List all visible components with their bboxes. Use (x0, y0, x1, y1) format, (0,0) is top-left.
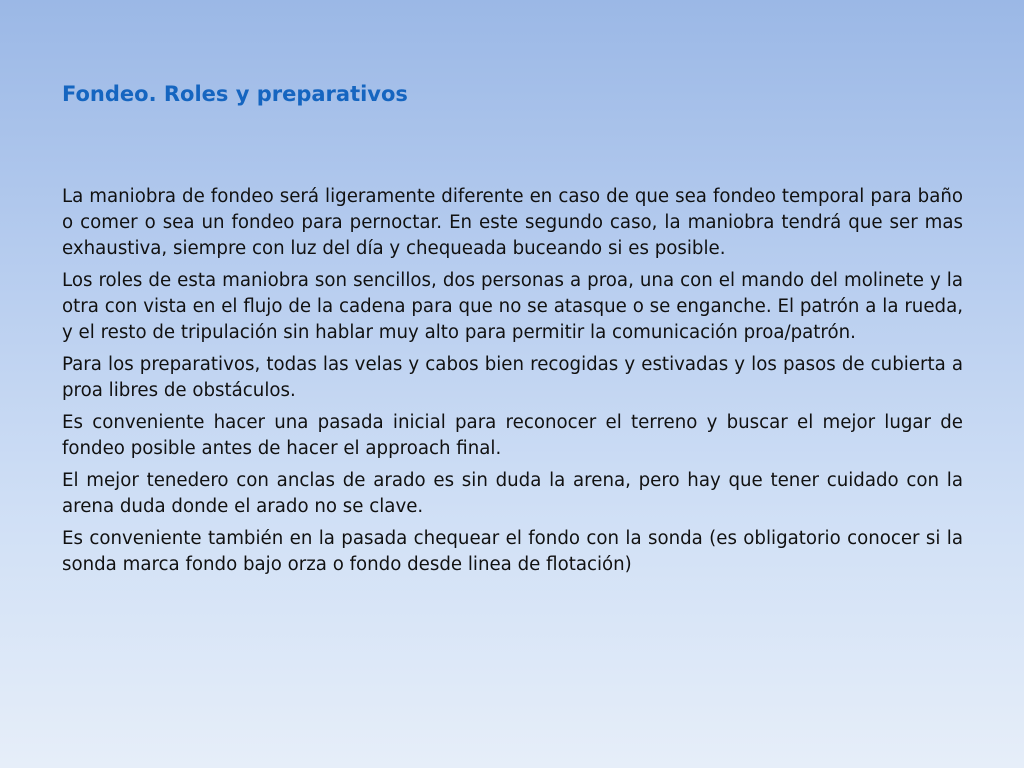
paragraph-fondeo-tipos: La maniobra de fondeo será ligeramente diferente en caso de que sea fondeo temporal para baño o comer o sea un fondeo para pernoctar. En este segundo caso, la maniobra tendrá que ser mas exhaustiva, siempre con luz del día y chequeada buceando si es posible. (62, 186, 963, 259)
paragraph-sonda: Es conveniente también en la pasada chequear el fondo con la sonda (es obligatorio conocer si la sonda marca fondo bajo orza o fondo desde linea de flotación) (62, 528, 963, 575)
paragraph-preparativos: Para los preparativos, todas las velas y cabos bien recogidas y estivadas y los pasos de cubierta a proa libres de obstáculos. (62, 354, 963, 401)
paragraph-pasada-inicial: Es conveniente hacer una pasada inicial para reconocer el terreno y buscar el mejor lugar de fondeo posible antes de hacer el approach final. (62, 412, 963, 459)
slide-body (62, 184, 963, 584)
slide-title: Fondeo. Roles y preparativos (62, 82, 408, 106)
paragraph-roles: Los roles de esta maniobra son sencillos, dos personas a proa, una con el mando del molinete y la otra con vista en el flujo de la cadena para que no se atasque o se enganche. El patrón a la rueda, y el resto de tripulación sin hablar muy alto para permitir la comunicación proa/patrón. (62, 270, 963, 343)
paragraph-tenedero: El mejor tenedero con anclas de arado es sin duda la arena, pero hay que tener cuidado con la arena duda donde el arado no se clave. (62, 470, 963, 517)
